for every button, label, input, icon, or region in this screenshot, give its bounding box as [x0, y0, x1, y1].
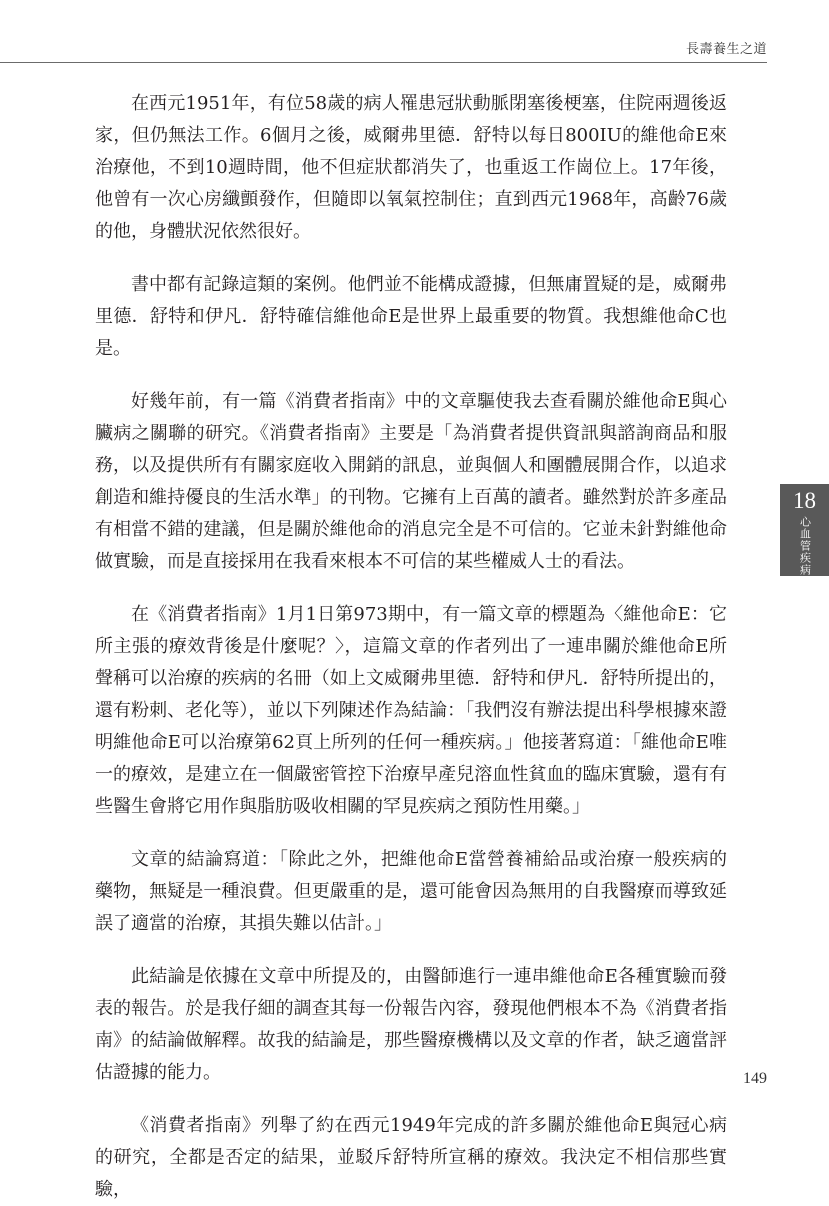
paragraph: 在《消費者指南》1月1日第973期中，有一篇文章的標題為〈維他命E：它所主張的療效背後是什麼呢？〉，這篇文章的作者列出了一連串關於維他命E所聲稱可以治療的疾病的名冊（如上文威爾弗里德．舒特和伊凡．舒特所提出的，還有粉刺、老化等），並以下列陳述作為結論：「我們沒有辦法提出科學根據來證明維他命E可以治療第62頁上所列的任何一種疾病。」他接著寫道：「維他命E唯一的療效，是建立在一個嚴密管控下治療早產兒溶血性貧血的臨床實驗，還有有些醫生會將它用作與脂肪吸收相關的罕見疾病之預防性用藥。」: [95, 604, 727, 817]
body-text: [95, 88, 727, 1206]
paragraph: 《消費者指南》列舉了約在西元1949年完成的許多關於維他命E與冠心病的研究，全都是否定的結果，並駁斥舒特所宣稱的療效。我決定不相信那些實驗，: [95, 1115, 727, 1200]
paragraph: 書中都有記錄這類的案例。他們並不能構成證據，但無庸置疑的是，威爾弗里德．舒特和伊凡．舒特確信維他命E是世界上最重要的物質。我想維他命C也是。: [95, 274, 727, 359]
header-rule: [0, 62, 767, 63]
paragraph: 文章的結論寫道：「除此之外，把維他命E當營養補給品或治療一般疾病的藥物，無疑是一種浪費。但更嚴重的是，還可能會因為無用的自我醫療而導致延誤了適當的治療，其損失難以估計。」: [95, 849, 727, 934]
page-number: 149: [743, 1070, 767, 1087]
chapter-tab: [780, 484, 829, 576]
chapter-number: 18: [793, 488, 816, 513]
running-head-title: 長壽養生之道: [685, 42, 767, 57]
paragraph: 好幾年前，有一篇《消費者指南》中的文章驅使我去查看關於維他命E與心臟病之關聯的研究。《消費者指南》主要是「為消費者提供資訊與諮詢商品和服務，以及提供所有有關家庭收入開銷的訊息，並與個人和團體展開合作，以追求創造和維持優良的生活水準」的刊物。它擁有上百萬的讀者。雖然對於許多產品有相當不錯的建議，但是關於維他命的消息完全是不可信的。它並未針對維他命做實驗，而是直接採用在我看來根本不可信的某些權威人士的看法。: [95, 391, 727, 572]
paragraph: 此結論是依據在文章中所提及的，由醫師進行一連串維他命E各種實驗而發表的報告。於是我仔細的調查其每一份報告內容，發現他們根本不為《消費者指南》的結論做解釋。故我的結論是，那些醫療機構以及文章的作者，缺乏適當評估證據的能力。: [95, 966, 727, 1083]
paragraph: 在西元1951年，有位58歲的病人罹患冠狀動脈閉塞後梗塞，住院兩週後返家，但仍無法工作。6個月之後，威爾弗里德．舒特以每日800IU的維他命E來治療他，不到10週時間，他不但症狀都消失了，也重返工作崗位上。17年後，他曾有一次心房纖顫發作，但隨即以氧氣控制住；直到西元1968年，高齡76歲的他，身體狀況依然很好。: [95, 93, 727, 242]
chapter-title: 心血管疾病: [798, 516, 812, 576]
